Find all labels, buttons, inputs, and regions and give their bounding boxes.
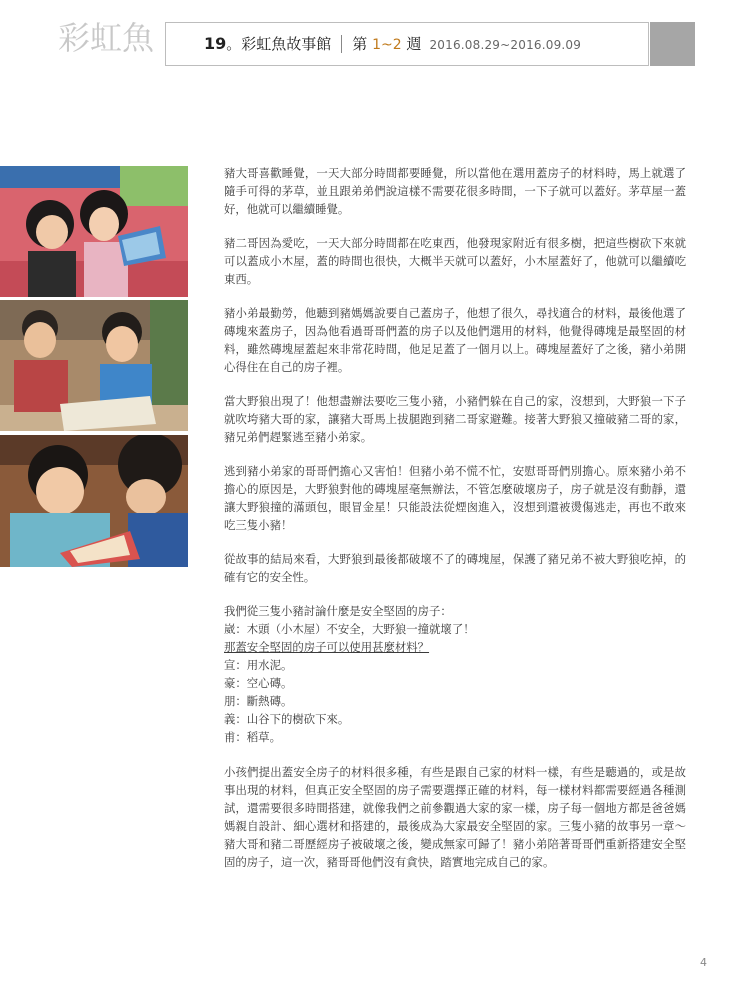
closing-paragraph: 小孩們提出蓋安全房子的材料很多種，有些是跟自己家的材料一樣，有些是聽過的，或是故事出現的材料，但真正安全堅固的房子需要選擇正確的材料，每一樣材料都需要經過各種測試，還需要很多時間搭建，就像我們之前參觀過大家的家一樣，房子每一個地方都是爸爸媽媽親自設計、細心選材和搭建的，最後成為大家最安全堅固的家。三隻小豬的故事另一章～豬大哥和豬二哥歷經房子被破壞之後，變成無家可歸了！豬小弟陪著哥哥們重新搭建安全堅固的房子，這一次，豬哥哥他們沒有貪快，踏實地完成自己的家。	[224, 765, 686, 869]
photo-children-tablet	[0, 435, 188, 567]
header-tab	[650, 22, 695, 66]
discussion-answer: 朋：斷熱磚。	[224, 694, 293, 708]
discussion-line: 崴：木頭（小木屋）不安全，大野狼一撞就壞了！	[224, 622, 475, 636]
header-banner	[165, 22, 649, 66]
issue-dot: 。	[226, 35, 242, 53]
discussion-intro: 我們從三隻小豬討論什麼是安全堅固的房子：	[224, 604, 452, 618]
week-range: 1~2	[372, 37, 402, 53]
issue-number: 19	[204, 34, 227, 53]
photo-boys-reading	[0, 300, 188, 431]
story-paragraph: 當大野狼出現了！他想盡辦法要吃三隻小豬，小豬們躲在自己的家，沒想到，大野狼一下子就吹垮豬大哥的家，讓豬大哥馬上拔腿跑到豬二哥家避難。接著大野狼又撞破豬二哥的家，豬兄弟們趕緊逃至豬小弟家。	[224, 394, 686, 444]
discussion-answer: 義：山谷下的樹砍下來。	[224, 712, 350, 726]
story-paragraph: 豬小弟最勤勞，他聽到豬媽媽說要自己蓋房子，他想了很久，尋找適合的材料，最後他選了磚塊來蓋房子，因為他看過哥哥們蓋的房子以及他們選用的材料，他覺得磚塊是最堅固的材料，雖然磚塊屋蓋起來非常花時間，他足足蓋了一個月以上。磚塊屋蓋好了之後，豬小弟開心得住在自己的房子裡。	[224, 306, 686, 374]
header-divider	[341, 35, 342, 53]
discussion-answer: 宣：用水泥。	[224, 658, 293, 672]
discussion-block	[224, 602, 686, 746]
discussion-question: 那蓋安全堅固的房子可以使用甚麼材料？	[224, 640, 430, 654]
series-title: 彩虹魚故事館	[241, 35, 332, 53]
story-paragraph: 逃到豬小弟家的哥哥們擔心又害怕！但豬小弟不慌不忙，安慰哥哥們別擔心。原來豬小弟不擔心的原因是，大野狼對他的磚塊屋毫無辦法，不管怎麼破壞房子，房子就是沒有動靜，還讓大野狼撞的滿頭包，眼冒金星！只能設法從煙囪進入，沒想到還被燙傷逃走，再也不敢來吃三隻小豬！	[224, 464, 686, 532]
story-body	[224, 164, 686, 602]
logo: 彩虹魚	[58, 19, 155, 57]
header-title-line	[204, 32, 581, 57]
date-range: 2016.08.29~2016.09.09	[429, 38, 582, 52]
story-paragraph: 從故事的結局來看，大野狼到最後都破壞不了的磚塊屋，保護了豬兄弟不被大野狼吃掉，的確有它的安全性。	[224, 552, 686, 584]
story-paragraph: 豬二哥因為愛吃，一天大部分時間都在吃東西，他發現家附近有很多樹，把這些樹砍下來就可以蓋成小木屋，蓋的時間也很快，大概半天就可以蓋好，小木屋蓋好了，他就可以繼續吃東西。	[224, 236, 686, 286]
week-prefix: 第	[352, 35, 368, 53]
page-number: 4	[700, 956, 707, 969]
discussion-answer: 甫：稻草。	[224, 730, 281, 744]
week-suffix: 週	[406, 35, 422, 53]
discussion-answer: 豪：空心磚。	[224, 676, 293, 690]
story-paragraph: 豬大哥喜歡睡覺，一天大部分時間都要睡覺，所以當他在選用蓋房子的材料時，馬上就選了隨手可得的茅草，並且跟弟弟們說這樣不需要花很多時間，一下子就可以蓋好。茅草屋一蓋好，他就可以繼續睡覺。	[224, 166, 686, 216]
photo-girls-reading	[0, 166, 188, 297]
